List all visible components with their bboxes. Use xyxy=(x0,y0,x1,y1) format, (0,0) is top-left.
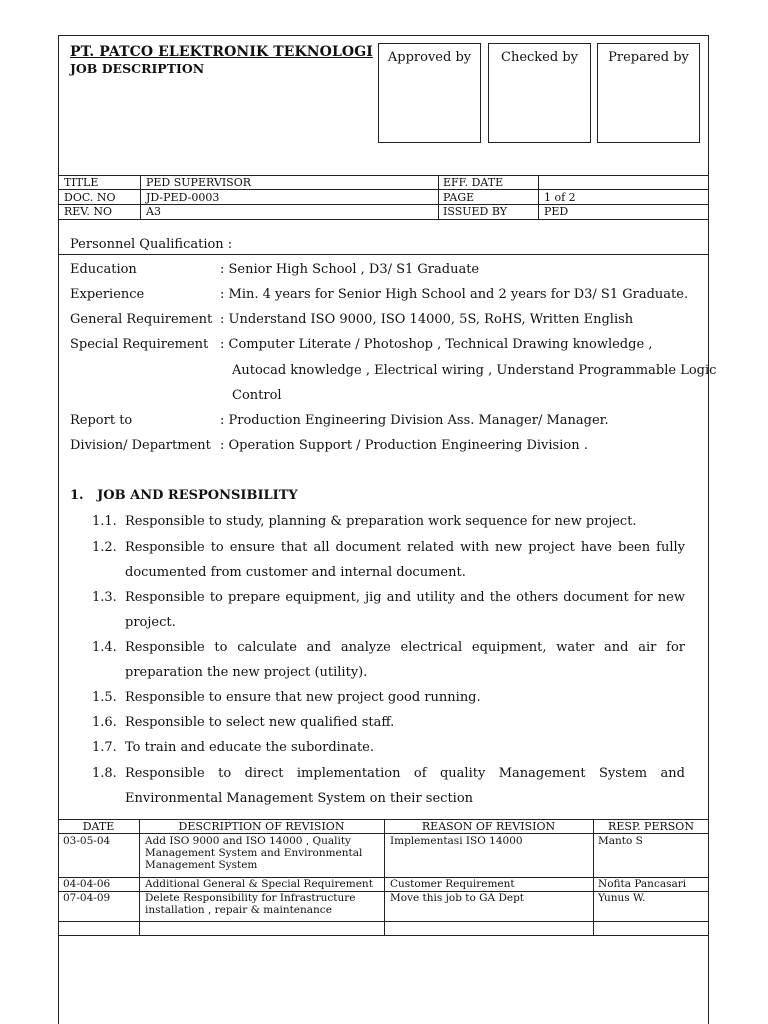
education-value: : Senior High School , D3/ S1 Graduate xyxy=(220,262,480,277)
general-requirement-label: General Requirement xyxy=(70,312,213,327)
revision-reason: Customer Requirement xyxy=(390,878,515,890)
responsibility-heading: 1. JOB AND RESPONSIBILITY xyxy=(70,488,298,503)
revision-description: Delete Responsibility for Infrastructure installation , repair & maintenance xyxy=(145,892,356,916)
issued-by-label: ISSUED BY xyxy=(443,205,507,218)
page-label: PAGE xyxy=(443,191,475,204)
checked-by-label: Checked by xyxy=(501,50,578,65)
qualification-divider xyxy=(58,254,709,255)
special-requirement-value-cont: Control xyxy=(232,388,282,403)
report-to-label: Report to xyxy=(70,413,133,428)
revision-header-person: RESP. PERSON xyxy=(608,820,694,833)
item-text: Responsible to ensure that all document related with new project have been fully documented from customer and internal document. xyxy=(125,540,685,580)
revision-person: Yunus W. xyxy=(598,892,646,904)
rev-no-label: REV. NO xyxy=(64,205,112,218)
qualification-heading: Personnel Qualification : xyxy=(70,237,233,252)
doc-no-label: DOC. NO xyxy=(64,191,116,204)
prepared-by-label: Prepared by xyxy=(608,50,689,65)
responsibility-item xyxy=(92,535,685,585)
item-number: 1.2. xyxy=(92,540,117,555)
item-text: Responsible to direct implementation of quality Management System and Environmental Management System on their section xyxy=(125,766,685,806)
responsibility-item xyxy=(92,585,685,635)
checked-by-box[interactable] xyxy=(488,43,591,143)
division-value: : Operation Support / Production Engineering Division . xyxy=(220,438,588,453)
revision-date: 03-05-04 xyxy=(63,835,111,847)
revision-col-divider xyxy=(384,819,385,935)
page-value: 1 of 2 xyxy=(544,191,576,204)
item-number: 1.6. xyxy=(92,715,117,730)
doc-no-value: JD-PED-0003 xyxy=(146,191,220,204)
division-label: Division/ Department xyxy=(70,438,211,453)
revision-header-description: DESCRIPTION OF REVISION xyxy=(178,820,345,833)
info-col-divider xyxy=(438,175,439,219)
special-requirement-value: : Computer Literate / Photoshop , Technical Drawing knowledge , xyxy=(220,337,653,352)
revision-reason: Move this job to GA Dept xyxy=(390,892,525,904)
special-requirement-value-cont: Autocad knowledge , Electrical wiring , Understand Programmable Logic xyxy=(232,363,717,378)
revision-header-reason: REASON OF REVISION xyxy=(421,820,556,833)
item-number: 1.7. xyxy=(92,740,117,755)
responsibility-item xyxy=(92,635,685,685)
document-type: JOB DESCRIPTION xyxy=(70,61,205,76)
experience-label: Experience xyxy=(70,287,145,302)
revision-table-bottom xyxy=(58,935,709,936)
revision-description: Additional General & Special Requirement xyxy=(145,878,373,890)
item-number: 1.1. xyxy=(92,514,117,529)
revision-person: Nofita Pancasari xyxy=(598,878,687,890)
item-text: Responsible to calculate and analyze electrical equipment, water and air for preparation the new project (utility). xyxy=(125,640,685,680)
item-number: 1.3. xyxy=(92,590,117,605)
item-text: Responsible to prepare equipment, jig and utility and the others document for new project. xyxy=(125,590,685,630)
general-requirement-value: : Understand ISO 9000, ISO 14000, 5S, RoHS, Written English xyxy=(220,312,634,327)
revision-reason: Implementasi ISO 14000 xyxy=(390,835,523,847)
rev-no-value: A3 xyxy=(146,205,161,218)
info-col-divider xyxy=(140,175,141,219)
experience-value: : Min. 4 years for Senior High School and 2 years for D3/ S1 Graduate. xyxy=(220,287,689,302)
prepared-by-box[interactable] xyxy=(597,43,700,143)
revision-date: 07-04-09 xyxy=(63,892,111,904)
responsibility-item xyxy=(92,685,685,710)
eff-date-label: EFF. DATE xyxy=(443,176,504,189)
info-col-divider xyxy=(538,175,539,219)
responsibility-item xyxy=(92,761,685,811)
item-number: 1.5. xyxy=(92,690,117,705)
revision-date: 04-04-06 xyxy=(63,878,111,890)
item-text: Responsible to select new qualified staff. xyxy=(125,715,395,730)
item-text: Responsible to study, planning & preparation work sequence for new project. xyxy=(125,514,637,529)
title-label: TITLE xyxy=(64,176,99,189)
item-text: Responsible to ensure that new project good running. xyxy=(125,690,481,705)
responsibility-item xyxy=(92,735,685,760)
responsibility-item xyxy=(92,509,685,534)
approved-by-label: Approved by xyxy=(387,50,472,65)
title-value: PED SUPERVISOR xyxy=(146,176,251,189)
info-table-bottom xyxy=(58,219,709,220)
revision-description: Add ISO 9000 and ISO 14000 , Quality Management System and Environmental Management System xyxy=(145,835,363,871)
revision-col-divider xyxy=(139,819,140,935)
item-text: To train and educate the subordinate. xyxy=(125,740,374,755)
revision-col-divider xyxy=(593,819,594,935)
responsibility-item xyxy=(92,710,685,735)
item-number: 1.8. xyxy=(92,766,117,781)
revision-header-date: DATE xyxy=(82,820,115,833)
approved-by-box[interactable] xyxy=(378,43,481,143)
revision-person: Manto S xyxy=(598,835,643,847)
education-label: Education xyxy=(70,262,137,277)
issued-by-value: PED xyxy=(544,205,569,218)
company-name: PT. PATCO ELEKTRONIK TEKNOLOGI xyxy=(70,44,373,60)
report-to-value: : Production Engineering Division Ass. Manager/ Manager. xyxy=(220,413,609,428)
special-requirement-label: Special Requirement xyxy=(70,337,209,352)
item-number: 1.4. xyxy=(92,640,117,655)
